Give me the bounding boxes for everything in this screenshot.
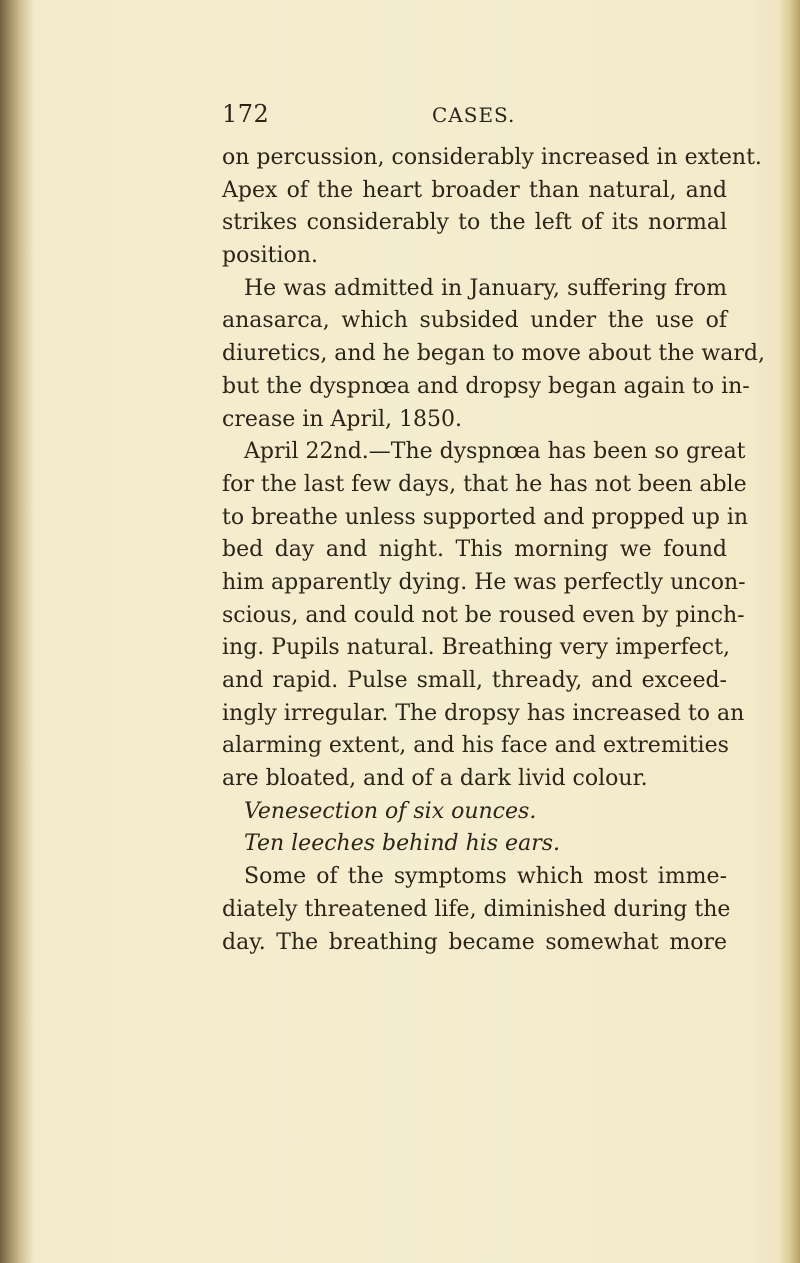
text-line: to breathe unless supported and propped up in (222, 504, 749, 530)
page-edge-shadow-right (778, 0, 800, 1263)
page-number: 172 (222, 100, 270, 128)
text-line: but the dyspnœa and dropsy began again to in- (222, 373, 750, 399)
body-text (222, 142, 765, 959)
text-line: on percussion, considerably increased in extent. (222, 145, 762, 170)
text-line: diuretics, and he began to move about the ward, (222, 341, 765, 367)
text-line: crease in April, 1850. (222, 406, 463, 432)
page-gutter-shadow-left (0, 0, 34, 1263)
text-line: and rapid. Pulse small, thready, and exceed- (222, 668, 727, 693)
prescription-line: Venesection of six ounces. (244, 798, 537, 824)
text-line: him apparently dying. He was perfectly uncon- (222, 569, 746, 595)
text-line: Some of the symptoms which most imme- (244, 864, 727, 890)
text-line: bed day and night. This morning we found (222, 537, 727, 563)
text-line: ing. Pupils natural. Breathing very imperfect, (222, 635, 730, 661)
text-line: position. (222, 243, 318, 269)
text-line: anasarca, which subsided under the use of (222, 308, 727, 334)
prescription-line: Ten leeches behind his ears. (244, 831, 560, 857)
text-line: are bloated, and of a dark livid colour. (222, 766, 648, 792)
text-line: for the last few days, that he has not been able (222, 471, 747, 497)
text-line: He was admitted in January, suffering from (244, 275, 727, 301)
running-head: CASES. (432, 103, 516, 127)
text-line: diately threatened life, diminished during the (222, 896, 731, 922)
text-line: scious, and could not be roused even by pinch- (222, 602, 745, 628)
text-line: strikes considerably to the left of its normal (222, 210, 727, 236)
text-line: ingly irregular. The dropsy has increased to an (222, 700, 745, 726)
text-line: day. The breathing became somewhat more (222, 929, 727, 955)
text-line: April 22nd.—The dyspnœa has been so great (244, 439, 746, 465)
page-header (222, 100, 722, 136)
text-line: Apex of the heart broader than natural, and (222, 177, 727, 203)
text-line: alarming extent, and his face and extremities (222, 733, 729, 759)
